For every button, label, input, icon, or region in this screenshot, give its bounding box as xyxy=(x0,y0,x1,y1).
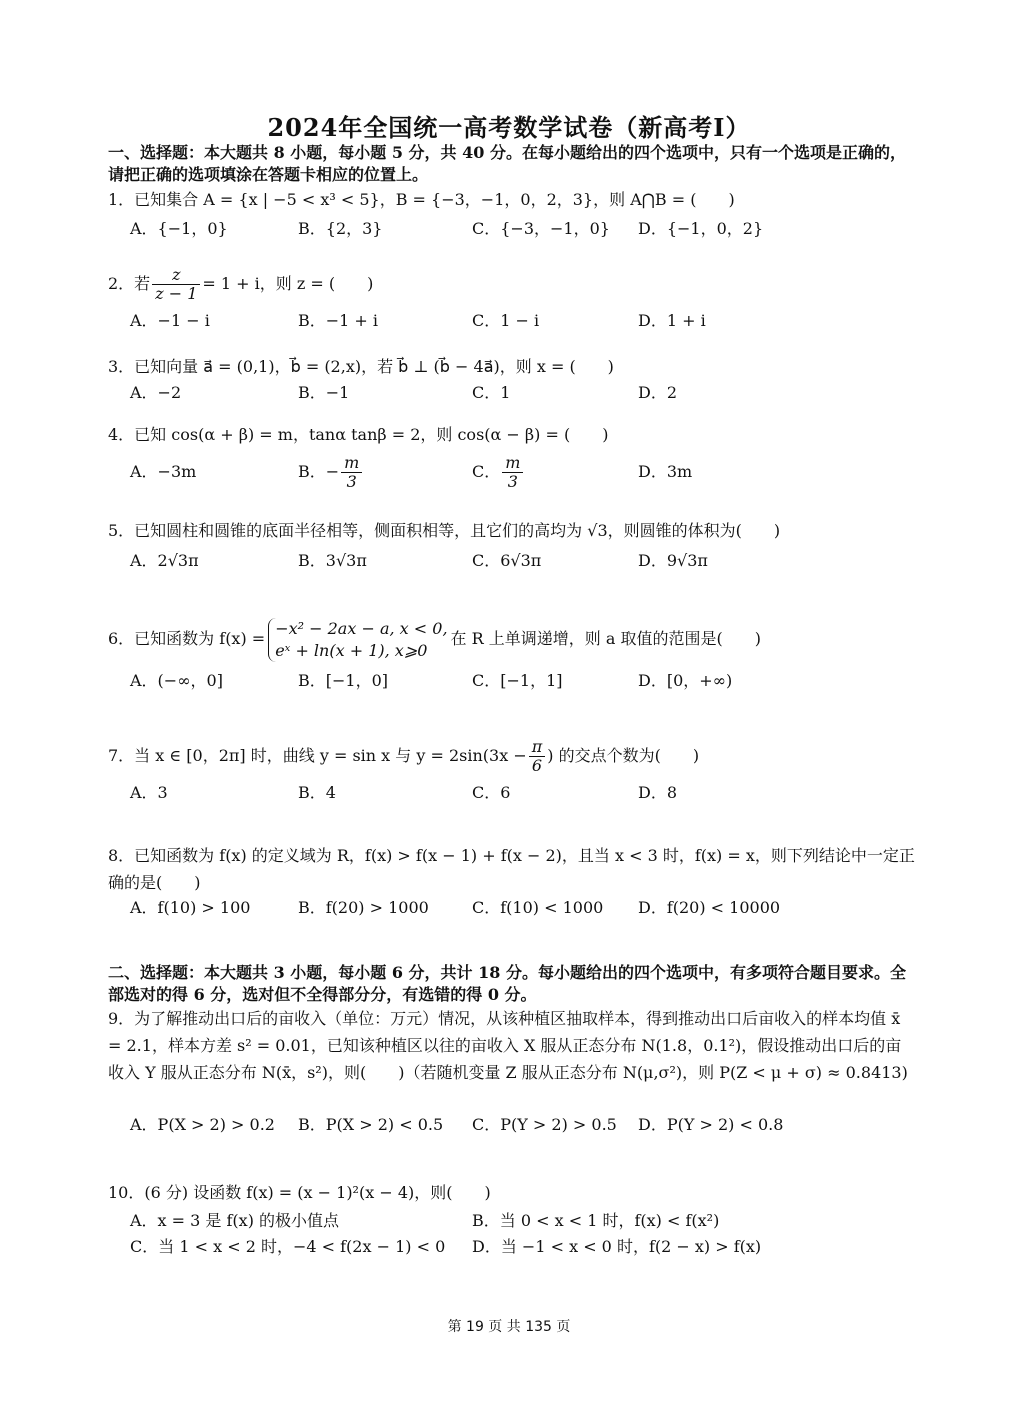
question-5-stem: 5．已知圆柱和圆锥的底面半径相等，侧面积相等，且它们的高均为 √3，则圆锥的体积为( ) xyxy=(108,521,781,540)
q6-option-c: C．[−1，1] xyxy=(472,671,563,690)
q9-option-a: A．P(X > 2) > 0.2 xyxy=(130,1115,275,1134)
q7-frac-num: π xyxy=(529,738,546,757)
question-8-stem: 8．已知函数为 f(x) 的定义域为 R，f(x) > f(x − 1) + f(x − 2)，且当 x < 3 时，f(x) = x，则下列结论中一定正确的是( ) xyxy=(108,846,915,892)
q6-option-b: B．[−1，0] xyxy=(298,671,389,690)
q4-c-num: m xyxy=(502,454,523,473)
question-9-stem: 9．为了解推动出口后的亩收入（单位：万元）情况，从该种植区抽取样本，得到推动出口后亩收入的样本均值 x̄ = 2.1，样本方差 s² = 0.01，已知该种植区以往的亩收入 X 服从正态分布 N(1.8，0.1²)，假设推动出口后的亩收入 Y 服从正态分布 N(x̄，s²)，则( )（若随机变量 Z 服从正态分布 N(μ,σ²)，则 P(Z < μ + σ) ≈ 0.8413) xyxy=(108,1009,908,1082)
q4-option-c-prefix: C． xyxy=(472,462,501,481)
question-7-options xyxy=(130,780,910,806)
q2-option-c: C．1 − i xyxy=(472,311,540,330)
q10-option-b: B．当 0 < x < 1 时，f(x) < f(x²) xyxy=(472,1211,720,1230)
q7-option-d: D．8 xyxy=(638,783,678,802)
q7-suffix: ) 的交点个数为( ) xyxy=(547,746,700,765)
q4-option-c xyxy=(472,452,525,492)
question-3-stem: 3．已知向量 a⃗ = (0,1)，b⃗ = (2,x)，若 b⃗ ⊥ (b⃗ − 4a⃗)，则 x = ( ) xyxy=(108,357,614,376)
question-3-options xyxy=(130,380,910,406)
q6-option-a: A．(−∞，0] xyxy=(130,671,223,690)
q7-option-b: B．4 xyxy=(298,783,336,802)
question-1-stem: 1．已知集合 A = {x | −5 < x³ < 5}，B = {−3，−1，0，2，3}，则 A⋂B = ( ) xyxy=(108,190,735,209)
q2-frac-num: z xyxy=(152,266,200,285)
q4-option-b xyxy=(298,452,364,492)
q6-suffix: 在 R 上单调递增，则 a 取值的范围是( ) xyxy=(450,629,761,648)
q7-prefix: 7．当 x ∈ [0，2π] 时，曲线 y = sin x 与 y = 2sin(3x − xyxy=(108,746,527,765)
question-6-options xyxy=(130,668,910,694)
question-2-stem xyxy=(108,262,916,306)
q1-option-d: D．{−1，0，2} xyxy=(638,219,764,238)
q4-b-num: m xyxy=(341,454,362,473)
q3-option-a: A．−2 xyxy=(130,383,182,402)
q4-option-b-fraction xyxy=(341,454,362,491)
question-4-stem: 4．已知 cos(α + β) = m，tanα tanβ = 2，则 cos(α − β) = ( ) xyxy=(108,425,609,444)
q3-option-d: D．2 xyxy=(638,383,678,402)
q2-prefix: 2．若 xyxy=(108,274,151,293)
question-10-stem: 10．(6 分) 设函数 f(x) = (x − 1)²(x − 4)，则( ) xyxy=(108,1183,491,1202)
question-4-options xyxy=(130,452,910,496)
q9-option-c: C．P(Y > 2) > 0.5 xyxy=(472,1115,617,1134)
q2-option-b: B．−1 + i xyxy=(298,311,379,330)
question-2-options xyxy=(130,308,910,334)
q8-option-a: A．f(10) > 100 xyxy=(130,898,251,917)
q1-option-a: A．{−1，0} xyxy=(130,219,228,238)
q7-option-a: A．3 xyxy=(130,783,168,802)
q10-option-a: A．x = 3 是 f(x) 的极小值点 xyxy=(130,1211,340,1230)
q6-option-d: D．[0，+∞) xyxy=(638,671,733,690)
q2-fraction xyxy=(152,266,200,303)
q1-option-c: C．{−3，−1，0} xyxy=(472,219,610,238)
q3-option-c: C．1 xyxy=(472,383,511,402)
question-1-options xyxy=(130,216,910,242)
q4-option-b-prefix: B．− xyxy=(298,462,340,481)
q10-option-c: C．当 1 < x < 2 时，−4 < f(2x − 1) < 0 xyxy=(130,1237,446,1256)
q4-option-d: D．3m xyxy=(638,462,693,481)
q5-option-b: B．3√3π xyxy=(298,551,367,570)
q9-option-b: B．P(X > 2) < 0.5 xyxy=(298,1115,444,1134)
q10-option-d: D．当 −1 < x < 0 时，f(2 − x) > f(x) xyxy=(472,1237,762,1256)
q7-option-c: C．6 xyxy=(472,783,511,802)
q1-option-b: B．{2，3} xyxy=(298,219,383,238)
q5-option-a: A．2√3π xyxy=(130,551,199,570)
question-5-options xyxy=(130,548,910,574)
question-6-stem xyxy=(108,614,916,664)
section-1-instructions: 一、选择题：本大题共 8 小题，每小题 5 分，共 40 分。在每小题给出的四个选项中，只有一个选项是正确的，请把正确的选项填涂在答题卡相应的位置上。 xyxy=(108,143,906,184)
q3-option-b: B．−1 xyxy=(298,383,350,402)
page-footer: 第 19 页 共 135 页 xyxy=(447,1319,571,1335)
q4-option-c-fraction xyxy=(502,454,523,491)
q2-frac-den: z − 1 xyxy=(155,284,198,303)
q6-piecewise-function xyxy=(268,618,447,662)
q8-option-b: B．f(20) > 1000 xyxy=(298,898,429,917)
q6-case-2: eˣ + ln(x + 1), x⩾0 xyxy=(275,640,428,660)
q9-option-d: D．P(Y > 2) < 0.8 xyxy=(638,1115,784,1134)
question-10-options-row-1 xyxy=(130,1208,910,1234)
q7-frac-den: 6 xyxy=(531,756,543,775)
q6-case-1: −x² − 2ax − a, x < 0, xyxy=(275,618,448,638)
q5-option-c: C．6√3π xyxy=(472,551,542,570)
q4-b-den: 3 xyxy=(346,472,357,491)
q6-prefix: 6．已知函数为 f(x) = xyxy=(108,629,266,648)
question-7-stem xyxy=(108,734,916,778)
q4-option-a: A．−3m xyxy=(130,462,197,481)
question-8-options xyxy=(130,895,910,921)
q2-option-d: D．1 + i xyxy=(638,311,706,330)
section-2-instructions: 二、选择题：本大题共 3 小题，每小题 6 分，共计 18 分。每小题给出的四个选项中，有多项符合题目要求。全部选对的得 6 分，选对但不全得部分分，有选错的得 0 分。 xyxy=(108,963,906,1004)
q2-suffix: = 1 + i，则 z = ( ) xyxy=(202,274,374,293)
question-10-options-row-2 xyxy=(130,1234,910,1260)
q8-option-c: C．f(10) < 1000 xyxy=(472,898,604,917)
question-9-options xyxy=(130,1112,910,1138)
q2-option-a: A．−1 − i xyxy=(130,311,210,330)
exam-title: 2024年全国统一高考数学试卷（新高考Ⅰ） xyxy=(267,113,751,142)
q5-option-d: D．9√3π xyxy=(638,551,708,570)
q4-c-den: 3 xyxy=(507,472,518,491)
q7-fraction xyxy=(529,738,546,775)
q8-option-d: D．f(20) < 10000 xyxy=(638,898,781,917)
